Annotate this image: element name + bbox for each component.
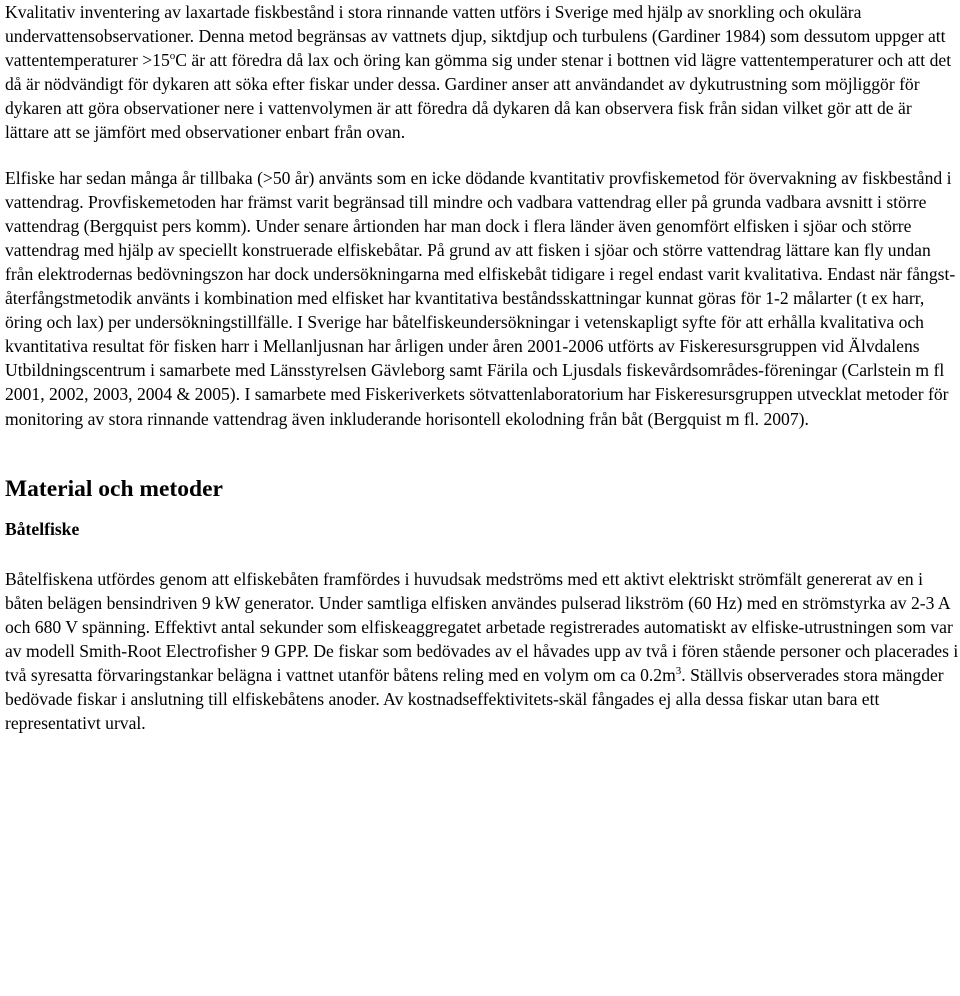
cubic-superscript: 3 xyxy=(675,665,682,678)
intro-text-a: Kvalitativ inventering av laxartade fiskbestånd i stora rinnande vatten utförs i Sverige med hjälp av snorkling och okulära undervattensobservationer. Denna metod begränsas av vattnets djup, siktdjup och turbulens (Gardiner 1984) som dessutom uppger att vattentemperaturer >15 xyxy=(5,2,946,71)
section-heading: Material och metoder xyxy=(5,475,223,502)
subsection-heading: Båtelfiske xyxy=(5,518,80,539)
intro-text-b: C är att föredra då lax och öring kan gömma sig under stenar i bottnen vid lägre vattentemperaturer och att det då är nödvändigt för dykaren att söka efter fiskar under dessa. Gardiner anser att användandet av dykutrustning som möjliggör för dykaren att göra observationer nere i vattenvolymen är att föredra då dykaren då kan observera fisk från sidan vilket gör att de är lättare att se jämfört med observationer enbart från ovan. xyxy=(5,50,952,143)
batelfiske-text-b: . Ställvis observerades stora mängder bedövade fiskar i anslutning till elfiskebåtens anoder. Av kostnadseffektivitets-skäl fångades ej alla dessa fiskar utan bara ett representativt urval. xyxy=(5,664,944,734)
intro-paragraph xyxy=(5,0,960,145)
degree-superscript: o xyxy=(169,50,176,63)
batelfiske-paragraph xyxy=(5,567,960,736)
batelfiske-text-a: Båtelfiskena utfördes genom att elfiskebåten framfördes i huvudsak medströms med ett aktivt elektriskt strömfält genererat av en i båten belägen bensindriven 9 kW generator. Under samtliga elfisken användes pulserad likström (60 Hz) med en strömstyrka av 2-3 A och 680 V spänning. Effektivt antal sekunder som elfiskeaggregatet arbetade registrerades automatiskt av elfiske-utrustningen som var av modell Smith-Root Electrofisher 9 GPP. De fiskar som bedövades av el håvades upp av två i fören stående personer och placerades i två syresatta förvaringstankar belägna i vattnet utanför båtens reling med en volym om ca 0.2m xyxy=(5,568,959,685)
elfiske-paragraph: Elfiske har sedan många år tillbaka (>50 år) använts som en icke dödande kvantitativ provfiskemetod för övervakning av fiskbestånd i vattendrag. Provfiskemetoden har främst varit begränsad till mindre och vadbara vattendrag eller på grunda vadbara avsnitt i större vattendrag (Bergquist pers komm). Under senare årtionden har man dock i flera länder även genomfört elfisken i sjöar och större vattendrag med hjälp av speciellt konstruerade elfiskebåtar. På grund av att fisken i sjöar och större vattendrag lättare kan fly undan från elektrodernas bedövningszon har dock undersökningarna med elfiskebåt tidigare i regel endast varit kvalitativa. Endast när fångst-återfångstmetodik använts i kombination med elfisket har kvantitativa beståndsskattningar kunnat göras för 1-2 målarter (t ex harr, öring och lax) per undersökningstillfälle. I Sverige har båtelfiskeundersökningar i vetenskapligt syfte för att erhålla kvalitativa och kvantitativa resultat för fisken harr i Mellanljusnan har årligen under åren 2001-2006 utförts av Fiskeresursgruppen vid Älvdalens Utbildningscentrum i samarbete med Länsstyrelsen Gävleborg samt Färila och Ljusdals fiskevårdsområdes-föreningar (Carlstein m fl 2001, 2002, 2003, 2004 & 2005). I samarbete med Fiskeriverkets sötvattenlaboratorium har Fiskeresursgruppen utvecklat metoder för monitoring av stora rinnande vattendrag även inkluderande horisontell ekolodning från båt (Bergquist m fl. 2007). xyxy=(5,167,956,429)
